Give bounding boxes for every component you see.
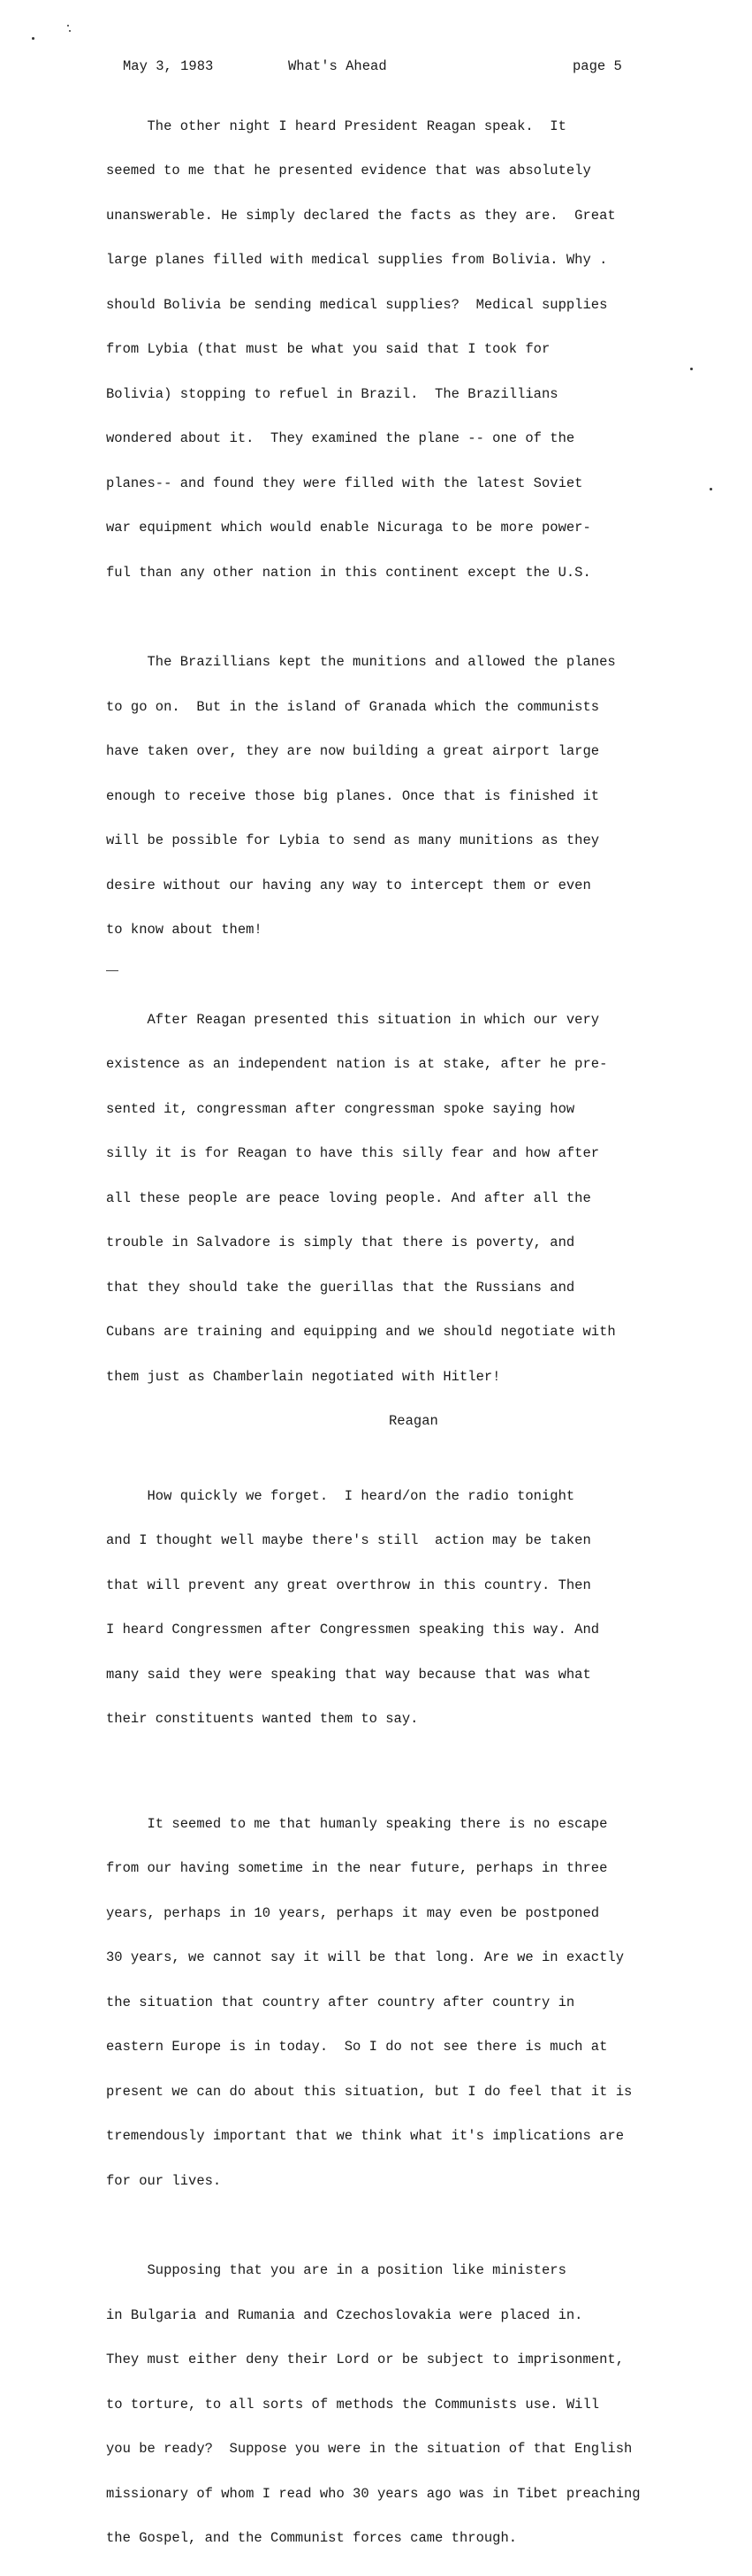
text-line: planes-- and found they were filled with the latest Soviet <box>106 475 583 491</box>
text-line: I heard Congressmen after Congressmen speaking this way. And <box>106 1622 600 1638</box>
paragraph-6 <box>106 2233 689 2575</box>
text-line: enough to receive those big planes. Once that is finished it <box>106 787 600 804</box>
text-line: missionary of whom I read who 30 years ago was in Tibet preaching <box>106 2485 641 2502</box>
text-line: should Bolivia be sending medical supplies? Medical supplies <box>106 296 608 313</box>
paragraph-gap <box>106 968 689 983</box>
text-line: years, perhaps in 10 years, perhaps it may even be postponed <box>106 1904 600 1921</box>
paragraph-4 <box>106 1459 689 1757</box>
text-line: silly it is for Reagan to have this silly fear and how after <box>106 1145 600 1162</box>
text-line: It seemed to me that humanly speaking there is no escape <box>106 1815 608 1832</box>
paragraph-gap <box>106 2218 689 2233</box>
text-line: in Bulgaria and Rumania and Czechoslovakia were placed in. <box>106 2306 583 2323</box>
text-line: have taken over, they are now building a great airport large <box>106 743 600 760</box>
text-line: seemed to me that he presented evidence that was absolutely <box>106 163 591 179</box>
scan-speck <box>67 25 69 27</box>
text-line: wondered about it. They examined the plane -- one of the <box>106 430 575 447</box>
scan-speck <box>710 488 712 490</box>
text-line: that will prevent any great overthrow in this country. Then <box>106 1577 591 1593</box>
header-page-number: page 5 <box>573 58 622 74</box>
scan-speck <box>690 368 693 370</box>
text-line: present we can do about this situation, but I do feel that it is <box>106 2083 633 2100</box>
text-line: all these people are peace loving people. And after all the <box>106 1189 591 1206</box>
header-date: May 3, 1983 <box>123 58 214 74</box>
scan-mark <box>106 970 118 971</box>
text-line: to torture, to all sorts of methods the Communists use. Will <box>106 2396 600 2413</box>
text-line: will be possible for Lybia to send as many munitions as they <box>106 832 600 849</box>
text-line: war equipment which would enable Nicuraga to be more power- <box>106 520 591 536</box>
text-line: tremendously important that we think what it's implications are <box>106 2128 624 2145</box>
paragraph-1 <box>106 89 689 611</box>
text-line: many said they were speaking that way because that was what <box>106 1666 591 1683</box>
text-line: them just as Chamberlain negotiated with Hitler! <box>106 1368 501 1385</box>
paragraph-5 <box>106 1787 689 2218</box>
text-line: to go on. But in the island of Granada which the communists <box>106 698 600 715</box>
text-line: and I thought well maybe there's still action may be taken <box>106 1532 591 1549</box>
page-header <box>0 58 752 76</box>
text-line: to know about them! <box>106 922 262 938</box>
text-line: that they should take the guerillas that the Russians and <box>106 1279 575 1296</box>
text-line: for our lives. <box>106 2172 222 2189</box>
scan-speck <box>69 30 71 32</box>
text-line: After Reagan presented this situation in which our very <box>106 1011 600 1028</box>
text-line: The other night I heard President Reagan speak. It <box>106 118 566 134</box>
text-line: the situation that country after country after country in <box>106 1994 575 2010</box>
text-line: you be ready? Suppose you were in the situation of that English <box>106 2441 633 2458</box>
text-line: unanswerable. He simply declared the facts as they are. Great <box>106 207 616 224</box>
body-text <box>106 89 689 2576</box>
text-line: The Brazillians kept the munitions and allowed the planes <box>106 654 616 671</box>
text-line: large planes filled with medical supplies from Bolivia. Why . <box>106 252 608 269</box>
text-line: They must either deny their Lord or be subject to imprisonment, <box>106 2352 624 2368</box>
text-line: Bolivia) stopping to refuel in Brazil. The Brazillians <box>106 385 558 402</box>
paragraph-3 <box>106 983 689 1459</box>
text-line: from our having sometime in the near future, perhaps in three <box>106 1860 608 1877</box>
paragraph-gap <box>106 611 689 626</box>
text-line: their constituents wanted them to say. <box>106 1711 419 1728</box>
paragraph-gap <box>106 1757 689 1787</box>
text-line: How quickly we forget. I heard/on the radio tonight <box>106 1487 575 1504</box>
text-line: from Lybia (that must be what you said that I took for <box>106 341 551 358</box>
text-line: 30 years, we cannot say it will be that long. Are we in exactly <box>106 1949 624 1966</box>
paragraph-2 <box>106 626 689 968</box>
text-line: ful than any other nation in this continent except the U.S. <box>106 565 591 581</box>
text-line: trouble in Salvadore is simply that there is poverty, and <box>106 1235 575 1251</box>
text-line: desire without our having any way to intercept them or even <box>106 877 591 893</box>
scan-speck <box>32 37 34 40</box>
text-line: sented it, congressman after congressman spoke saying how <box>106 1100 575 1117</box>
text-line: eastern Europe is in today. So I do not see there is much at <box>106 2039 608 2055</box>
text-line: Cubans are training and equipping and we should negotiate with <box>106 1324 616 1341</box>
text-line: the Gospel, and the Communist forces came through. <box>106 2530 518 2547</box>
text-line: Supposing that you are in a position like ministers <box>106 2261 566 2278</box>
header-title: What's Ahead <box>288 58 387 74</box>
interlinear-insertion: Reagan <box>389 1413 438 1430</box>
text-line: existence as an independent nation is at stake, after he pre- <box>106 1056 608 1073</box>
